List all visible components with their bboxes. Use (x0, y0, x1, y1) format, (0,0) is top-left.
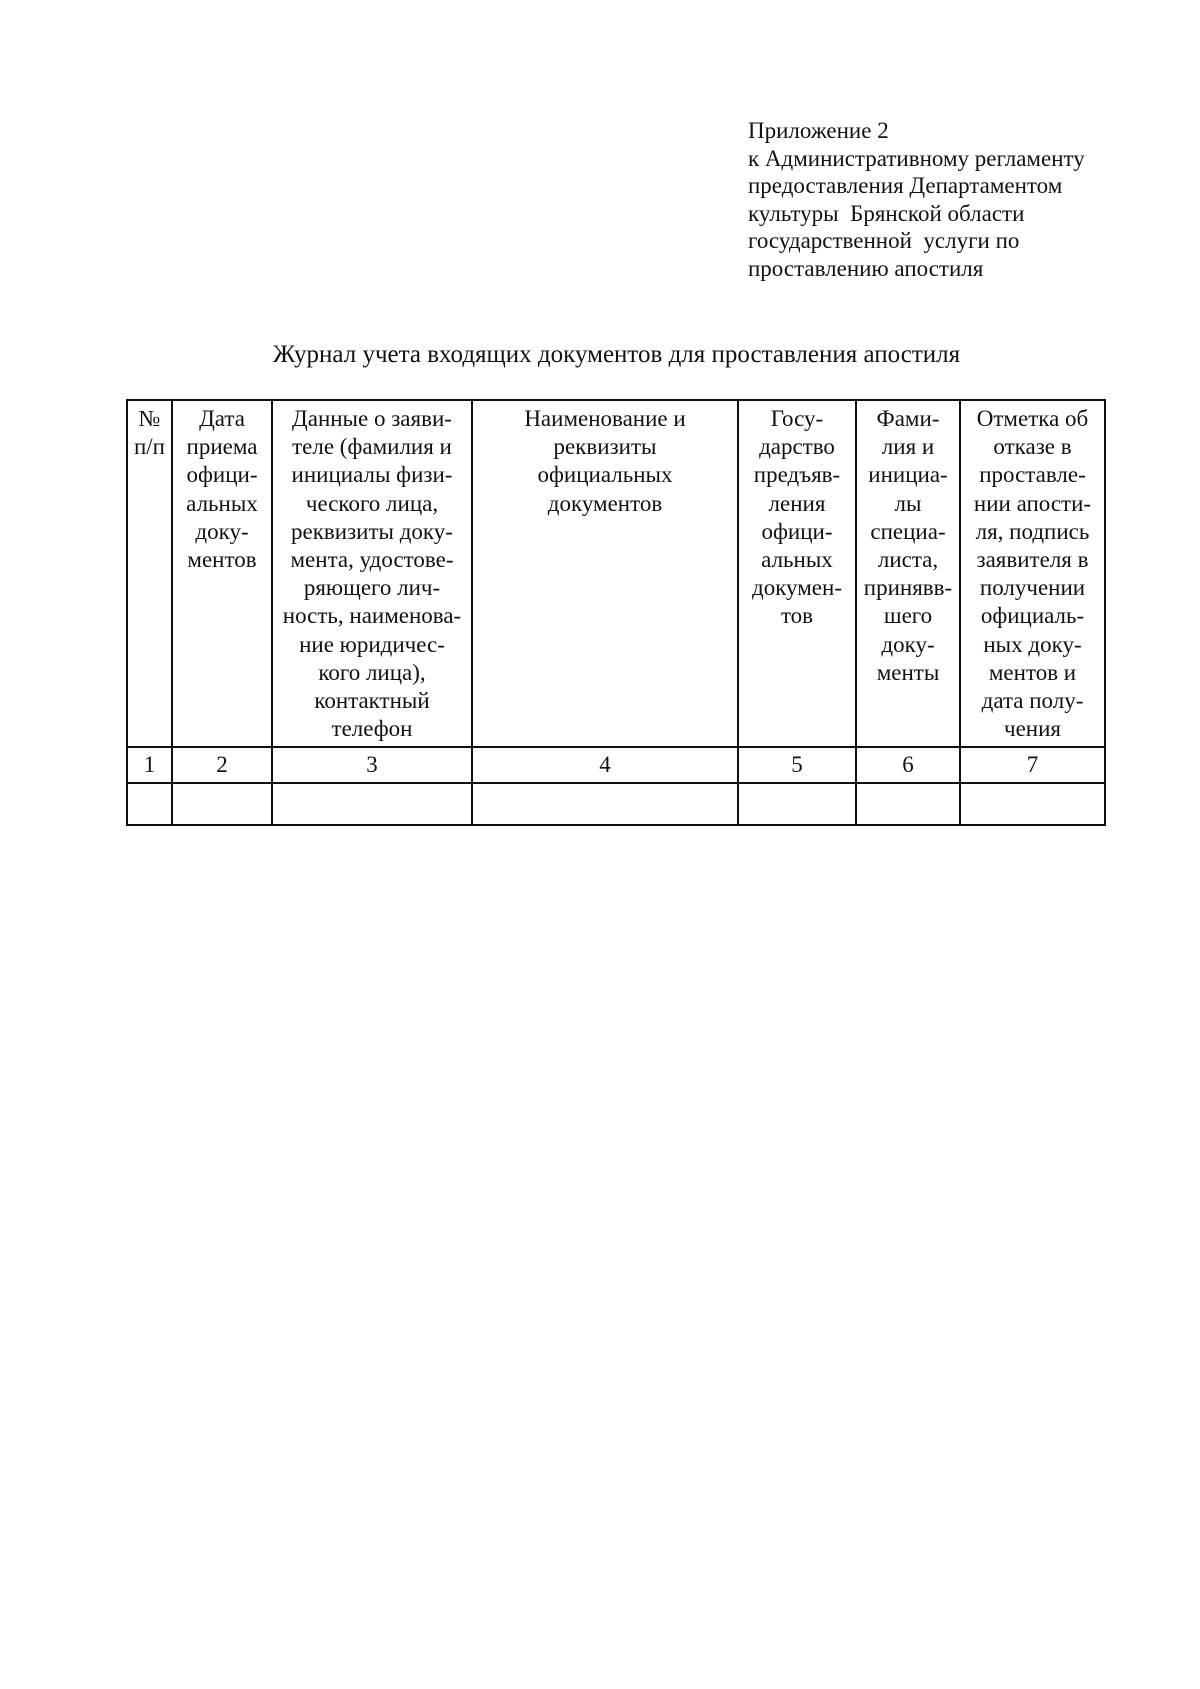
appendix-line: к Административному регламенту (748, 145, 1085, 171)
journal-table (126, 399, 1106, 826)
header-cell-refusal-mark: Отметка об отказе в проставле- нии апости- ля, подпись заявителя в получении официаль- ных доку- ментов и дата полу- чения (960, 400, 1105, 747)
empty-cell (272, 783, 472, 825)
empty-cell (172, 783, 272, 825)
column-number-cell: 5 (738, 747, 856, 783)
empty-cell (127, 783, 172, 825)
appendix-line: проставлению апостиля (748, 255, 984, 281)
appendix-line: Приложение 2 (748, 118, 889, 143)
column-number-cell: 7 (960, 747, 1105, 783)
column-number-cell: 3 (272, 747, 472, 783)
empty-cell (472, 783, 738, 825)
appendix-block (748, 117, 1168, 283)
header-cell-specialist: Фами- лия и инициа- лы специа- листа, принявв- шего доку- менты (856, 400, 960, 747)
header-cell-number: № п/п (127, 400, 172, 747)
column-number-cell: 6 (856, 747, 960, 783)
column-number-cell: 2 (172, 747, 272, 783)
column-number-cell: 1 (127, 747, 172, 783)
header-cell-applicant: Данные о заяви- теле (фамилия и инициалы физи- ческого лица, реквизиты доку- мента, удостове- ряющего лич- ность, наименова- ние юридичес- кого лица), контактный телефон (272, 400, 472, 747)
header-cell-document-name: Наименование и реквизиты официальных документов (472, 400, 738, 747)
appendix-line: предоставления Департаментом (748, 173, 1063, 199)
header-cell-state: Госу- дарство предъяв- ления офици- альных докумен- тов (738, 400, 856, 747)
appendix-line: культуры Брянской области (748, 200, 1025, 226)
column-number-cell: 4 (472, 747, 738, 783)
header-cell-date: Дата приема офици- альных доку- ментов (172, 400, 272, 747)
empty-cell (960, 783, 1105, 825)
table-empty-row (127, 783, 1105, 825)
appendix-line: государственной услуги по (748, 228, 1020, 254)
document-title: Журнал учета входящих документов для проставления апостиля (272, 341, 961, 368)
empty-cell (738, 783, 856, 825)
table-column-number-row (127, 747, 1105, 783)
table-header-row (127, 400, 1105, 747)
empty-cell (856, 783, 960, 825)
